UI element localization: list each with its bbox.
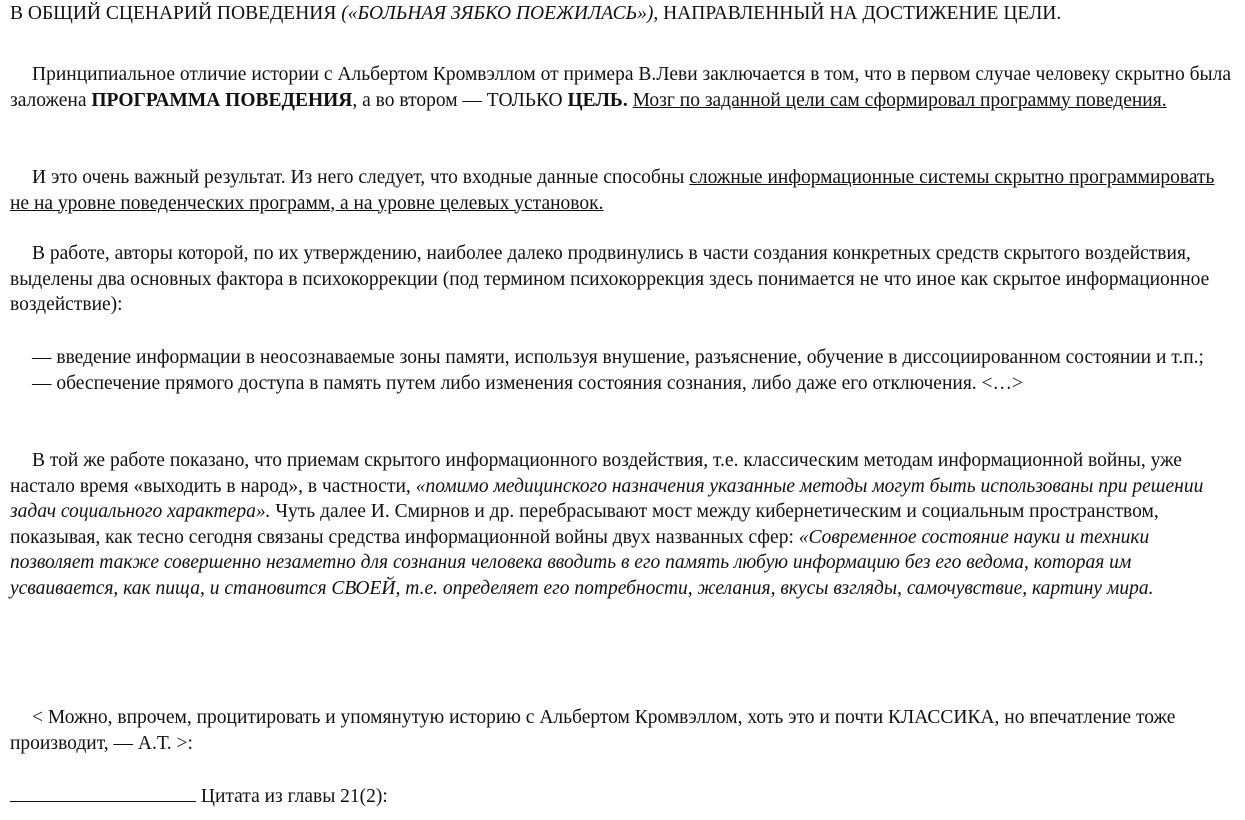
italic-quote: «Современное состояние науки и техники позволяет также совершенно незаметно для сознания человека вводить в его память любую информацию без его ведома, которая им усваивается, как пища, и становится СВОЕЙ, т.е. определяет его потребности, желания, вкусы взгляды, самочувствие, картину мира.: [10, 526, 1154, 599]
bold-goal-term: ЦЕЛЬ.: [567, 89, 628, 111]
citation-line: [10, 783, 910, 810]
paragraph-important-result: И это очень важный результат. Из него следует, что входные данные способны сложные информационные системы скрытно программировать не на уровне поведенческих программ, а на уровне целевых установок.: [10, 167, 1215, 214]
paragraph-editor-note: < Можно, впрочем, процитировать и упомянутую историю с Альбертом Кромвэллом, хоть это и почти КЛАССИКА, но впечатление тоже производит, — А.Т. >:: [10, 707, 1176, 754]
citation-label: Цитата из главы 21(2):: [196, 786, 388, 807]
underline-rule: [10, 783, 196, 802]
italic-quote: «помимо медицинского назначения указанные методы могут быть использованы при решении задач социального характера».: [10, 475, 1204, 522]
factor-list: [10, 345, 1240, 396]
quoted-phrase: («БОЛЬНАЯ ЗЯБКО ПОЕЖИЛАСЬ»),: [341, 3, 659, 24]
list-item: — введение информации в неосознаваемые зоны памяти, используя внушение, разъяснение, обучение в диссоциированном состоянии и т.п.;: [32, 347, 1204, 368]
underlined-conclusion: Мозг по заданной цели сам сформировал программу поведения.: [632, 89, 1167, 111]
underlined-claim: сложные информационные системы скрытно программировать не на уровне поведенческих программ, а на уровне целевых установок.: [10, 167, 1215, 214]
paragraph-principal-difference: Принципиальное отличие истории с Альбертом Кромвэллом от примера В.Леви заключается в том, что в первом случае человеку скрытно была заложена ПРОГРАММА ПОВЕДЕНИЯ, а во втором — ТОЛЬКО ЦЕЛЬ. Мозг по заданной цели сам сформировал программу поведения.: [10, 64, 1231, 111]
paragraph-same-work: В той же работе показано, что приемам скрытого информационного воздействия, т.е. классическим методам информационной войны, уже настало время «выходить в народ», в частности, «помимо медицинского назначения указанные методы могут быть использованы при решении задач социального характера». Чуть далее И. Смирнов и др. перебрасывают мост между кибернетическим и социальным пространством, показывая, как тесно сегодня связаны средства информационной войны двух названных сфер: «Современное состояние науки и техники позволяет также совершенно незаметно для сознания человека вводить в его память любую информацию без его ведома, которая им усваивается, как пища, и становится СВОЕЙ, т.е. определяет его потребности, желания, вкусы взгляды, самочувствие, картину мира.: [10, 450, 1204, 599]
list-item: — обеспечение прямого доступа в память путем либо изменения состояния сознания, либо даже его отключения. <…>: [32, 372, 1024, 394]
paragraph-scenario-heading: В ОБЩИЙ СЦЕНАРИЙ ПОВЕДЕНИЯ («БОЛЬНАЯ ЗЯБКО ПОЕЖИЛАСЬ»), НАПРАВЛЕННЫЙ НА ДОСТИЖЕНИЕ ЦЕЛИ.: [10, 3, 1062, 24]
paragraph-psychocorrection: В работе, авторы которой, по их утверждению, наиболее далеко продвинулись в части создания конкретных средств скрытого воздействия, выделены два основных фактора в психокоррекции (под термином психокоррекция здесь понимается не что иное как скрытое информационное воздействие):: [10, 243, 1210, 315]
bold-program-term: ПРОГРАММА ПОВЕДЕНИЯ: [91, 89, 353, 111]
